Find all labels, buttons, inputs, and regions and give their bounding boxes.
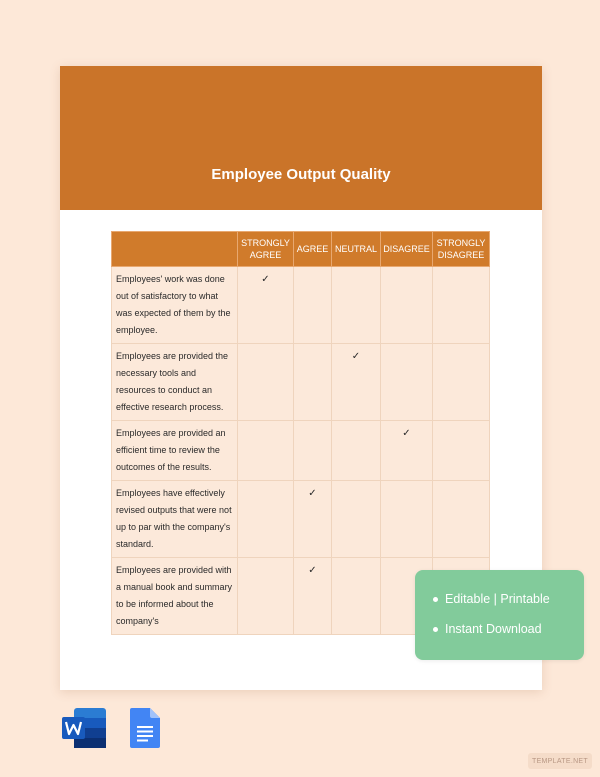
response-cell[interactable] bbox=[433, 481, 490, 558]
column-header-strongly-disagree: STRONGLY DISAGREE bbox=[433, 232, 490, 267]
document-title: Employee Output Quality bbox=[211, 165, 391, 183]
column-header-strongly-agree: STRONGLY AGREE bbox=[238, 232, 294, 267]
column-header-agree: AGREE bbox=[294, 232, 332, 267]
response-cell[interactable] bbox=[332, 267, 381, 344]
table-row bbox=[112, 481, 490, 558]
response-cell[interactable] bbox=[433, 267, 490, 344]
statement-cell: Employees have effectively revised outputs that were not up to par with the company's standard. bbox=[112, 481, 238, 558]
table-header-row bbox=[112, 232, 490, 267]
column-header-statement bbox=[112, 232, 238, 267]
response-cell[interactable]: ✓ bbox=[294, 481, 332, 558]
response-cell[interactable] bbox=[433, 421, 490, 481]
response-cell[interactable] bbox=[381, 267, 433, 344]
response-cell[interactable] bbox=[332, 558, 381, 635]
response-cell[interactable] bbox=[381, 344, 433, 421]
feature-editable-printable bbox=[433, 592, 550, 606]
response-cell[interactable] bbox=[238, 421, 294, 481]
response-cell[interactable] bbox=[294, 267, 332, 344]
response-cell[interactable] bbox=[381, 481, 433, 558]
watermark: TEMPLATE.NET bbox=[528, 753, 592, 769]
column-header-neutral: NEUTRAL bbox=[332, 232, 381, 267]
response-cell[interactable] bbox=[294, 421, 332, 481]
feature-instant-download bbox=[433, 622, 542, 636]
document-header bbox=[60, 66, 542, 210]
response-cell[interactable]: ✓ bbox=[381, 421, 433, 481]
response-cell[interactable]: ✓ bbox=[332, 344, 381, 421]
feature-label: Editable | Printable bbox=[445, 592, 550, 606]
statement-cell: Employees' work was done out of satisfactory to what was expected of them by the employee. bbox=[112, 267, 238, 344]
response-cell[interactable] bbox=[332, 421, 381, 481]
word-icon[interactable] bbox=[62, 708, 106, 748]
google-docs-icon[interactable] bbox=[130, 708, 160, 748]
feature-label: Instant Download bbox=[445, 622, 542, 636]
response-cell[interactable] bbox=[433, 344, 490, 421]
table-row bbox=[112, 421, 490, 481]
response-cell[interactable] bbox=[294, 344, 332, 421]
bullet-icon bbox=[433, 627, 438, 632]
statement-cell: Employees are provided the necessary tools and resources to conduct an effective research process. bbox=[112, 344, 238, 421]
statement-cell: Employees are provided with a manual book and summary to be informed about the company's bbox=[112, 558, 238, 635]
response-cell[interactable] bbox=[238, 558, 294, 635]
bullet-icon bbox=[433, 597, 438, 602]
column-header-disagree: DISAGREE bbox=[381, 232, 433, 267]
response-cell[interactable] bbox=[332, 481, 381, 558]
response-cell[interactable] bbox=[238, 481, 294, 558]
response-cell[interactable] bbox=[238, 344, 294, 421]
statement-cell: Employees are provided an efficient time to review the outcomes of the results. bbox=[112, 421, 238, 481]
table-row bbox=[112, 267, 490, 344]
response-cell[interactable]: ✓ bbox=[294, 558, 332, 635]
response-cell[interactable]: ✓ bbox=[238, 267, 294, 344]
table-row bbox=[112, 344, 490, 421]
features-badge bbox=[415, 570, 584, 660]
